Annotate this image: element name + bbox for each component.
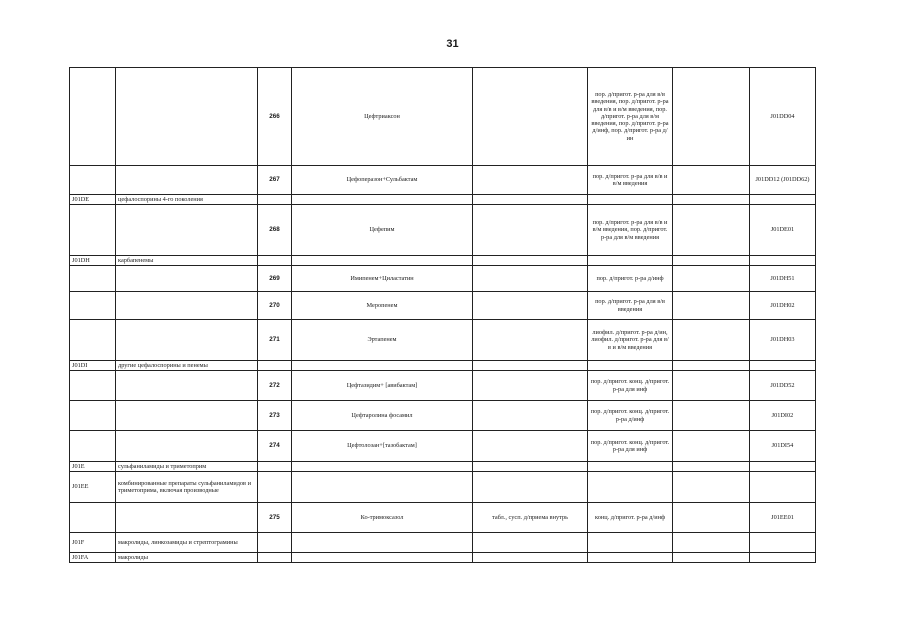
drug-name-cell: Эртапенем [292,320,473,361]
atc-group-code-cell [70,503,116,533]
release-form-cell [473,256,588,266]
page-number: 31 [446,38,459,50]
atc-code-cell [750,361,816,371]
atc-code-cell: J01DD04 [750,68,816,166]
drug-name-cell [292,533,473,553]
release-form-cell [473,361,588,371]
atc-group-code-cell [70,68,116,166]
atc-code-cell [750,195,816,205]
dosage-form-cell [588,195,673,205]
atc-group-code-cell: J01DI [70,361,116,371]
group-name-cell: карбапенемы [116,256,258,266]
drug-name-cell: Цефтолозан+[тазобактам] [292,431,473,462]
dosage-form-cell [588,256,673,266]
atc-code-cell: J01DH02 [750,292,816,320]
empty-cell [673,166,750,195]
group-name-cell [116,205,258,256]
atc-code-cell [750,256,816,266]
release-form-cell [473,533,588,553]
drug-number-cell [258,533,292,553]
group-name-cell: цефалоспорины 4-го поколения [116,195,258,205]
atc-code-cell: J01EE01 [750,503,816,533]
group-name-cell [116,401,258,431]
atc-group-code-cell [70,292,116,320]
drug-number-cell: 272 [258,371,292,401]
empty-cell [673,462,750,472]
drug-row [70,205,816,256]
drug-number-cell: 267 [258,166,292,195]
dosage-form-cell: пор. д/пригот. р-ра д/инф [588,266,673,292]
atc-code-cell: J01DD12 (J01DD62) [750,166,816,195]
dosage-form-cell: пор. д/пригот. р-ра для в/в введения [588,292,673,320]
dosage-form-cell: пор. д/пригот. конц. д/пригот. р-ра для инф [588,431,673,462]
drug-row [70,292,816,320]
atc-group-code-cell: J01E [70,462,116,472]
group-row [70,195,816,205]
release-form-cell [473,292,588,320]
drug-number-cell [258,553,292,563]
group-name-cell [116,320,258,361]
group-name-cell [116,292,258,320]
drug-name-cell: Цефтаролина фосамил [292,401,473,431]
empty-cell [673,503,750,533]
empty-cell [673,553,750,563]
atc-code-cell [750,533,816,553]
drug-number-cell: 275 [258,503,292,533]
atc-group-code-cell: J01EE [70,472,116,503]
atc-code-cell: J01DH03 [750,320,816,361]
dosage-form-cell: пор. д/пригот. р-ра для в/в введения, пор. д/пригот. р-ра для в/в и в/м введения, пор. д/пригот. р-ра для в/м введения, пор. д/пригот. р-ра д/инф, пор. д/пригот. р-ра д/ин [588,68,673,166]
group-name-cell: макролиды [116,553,258,563]
atc-code-cell: J01DI02 [750,401,816,431]
drug-name-cell: Цефепим [292,205,473,256]
atc-code-cell [750,462,816,472]
drug-name-cell: Меропенем [292,292,473,320]
drug-name-cell [292,472,473,503]
dosage-form-cell [588,472,673,503]
drug-name-cell: Цефоперазон+Сульбактам [292,166,473,195]
drug-row [70,371,816,401]
group-name-cell [116,431,258,462]
group-name-cell: другие цефалоспорины и пенемы [116,361,258,371]
drug-row [70,401,816,431]
release-form-cell [473,68,588,166]
release-form-cell [473,462,588,472]
drug-number-cell [258,462,292,472]
drug-row [70,320,816,361]
dosage-form-cell: пор. д/пригот. р-ра для в/в и в/м введения [588,166,673,195]
drug-name-cell [292,361,473,371]
atc-code-cell: J01DH51 [750,266,816,292]
dosage-form-cell: пор. д/пригот. конц. д/пригот. р-ра д/инф [588,401,673,431]
drug-row [70,266,816,292]
atc-group-code-cell [70,320,116,361]
drug-name-cell [292,256,473,266]
dosage-form-cell [588,462,673,472]
group-name-cell: макролиды, линкозамиды и стрептограмины [116,533,258,553]
drug-number-cell: 274 [258,431,292,462]
atc-group-code-cell: J01F [70,533,116,553]
atc-group-code-cell [70,205,116,256]
release-form-cell [473,266,588,292]
drug-number-cell: 273 [258,401,292,431]
group-name-cell [116,266,258,292]
empty-cell [673,472,750,503]
atc-code-cell [750,553,816,563]
release-form-cell [473,553,588,563]
empty-cell [673,195,750,205]
empty-cell [673,292,750,320]
empty-cell [673,266,750,292]
atc-group-code-cell [70,266,116,292]
drug-name-cell: Цефтазидим+ [авибактам] [292,371,473,401]
empty-cell [673,361,750,371]
dosage-form-cell: пор. д/пригот. р-ра для в/в и в/м введения, пор. д/пригот. р-ра для в/м введения [588,205,673,256]
group-row [70,256,816,266]
group-name-cell: сульфаниламиды и триметоприм [116,462,258,472]
drug-number-cell [258,472,292,503]
release-form-cell [473,205,588,256]
drug-number-cell: 266 [258,68,292,166]
drug-number-cell [258,256,292,266]
release-form-cell [473,472,588,503]
release-form-cell: табл., сусп. д/приема внутрь [473,503,588,533]
dosage-form-cell: конц. д/пригот. р-ра д/инф [588,503,673,533]
dosage-form-cell [588,533,673,553]
atc-group-code-cell: J01DE [70,195,116,205]
empty-cell [673,401,750,431]
group-row [70,462,816,472]
atc-code-cell [750,472,816,503]
atc-group-code-cell [70,371,116,401]
drug-row [70,503,816,533]
release-form-cell [473,431,588,462]
group-name-cell [116,166,258,195]
group-name-cell [116,503,258,533]
release-form-cell [473,320,588,361]
drug-number-cell: 268 [258,205,292,256]
drug-number-cell: 269 [258,266,292,292]
atc-group-code-cell: J01FA [70,553,116,563]
dosage-form-cell [588,361,673,371]
atc-code-cell: J01DE01 [750,205,816,256]
empty-cell [673,533,750,553]
group-row [70,553,816,563]
group-name-cell [116,68,258,166]
atc-group-code-cell [70,431,116,462]
drug-number-cell [258,195,292,205]
dosage-form-cell: лиофил. д/пригот. р-ра д/ин, лиофил. д/пригот. р-ра для в/в и в/м введения [588,320,673,361]
empty-cell [673,68,750,166]
release-form-cell [473,401,588,431]
atc-group-code-cell [70,401,116,431]
drug-name-cell: Имипенем+Циластатин [292,266,473,292]
drug-row [70,166,816,195]
drug-table [69,67,816,563]
drug-name-cell [292,553,473,563]
group-row [70,361,816,371]
release-form-cell [473,166,588,195]
drug-name-cell: Цефтриаксон [292,68,473,166]
drug-number-cell [258,361,292,371]
group-name-cell: комбинированные препараты сульфаниламидов и триметоприма, включая производные [116,472,258,503]
group-row [70,533,816,553]
dosage-form-cell [588,553,673,563]
group-name-cell [116,371,258,401]
drug-row [70,68,816,166]
atc-group-code-cell: J01DH [70,256,116,266]
group-row [70,472,816,503]
drug-row [70,431,816,462]
drug-name-cell: Ко-тримоксазол [292,503,473,533]
drug-name-cell [292,195,473,205]
empty-cell [673,431,750,462]
atc-code-cell: J01DD52 [750,371,816,401]
release-form-cell [473,371,588,401]
atc-group-code-cell [70,166,116,195]
atc-code-cell: J01DI54 [750,431,816,462]
empty-cell [673,371,750,401]
empty-cell [673,256,750,266]
drug-name-cell [292,462,473,472]
drug-number-cell: 271 [258,320,292,361]
dosage-form-cell: пор. д/пригот. конц. д/пригот. р-ра для инф [588,371,673,401]
drug-number-cell: 270 [258,292,292,320]
release-form-cell [473,195,588,205]
empty-cell [673,205,750,256]
empty-cell [673,320,750,361]
